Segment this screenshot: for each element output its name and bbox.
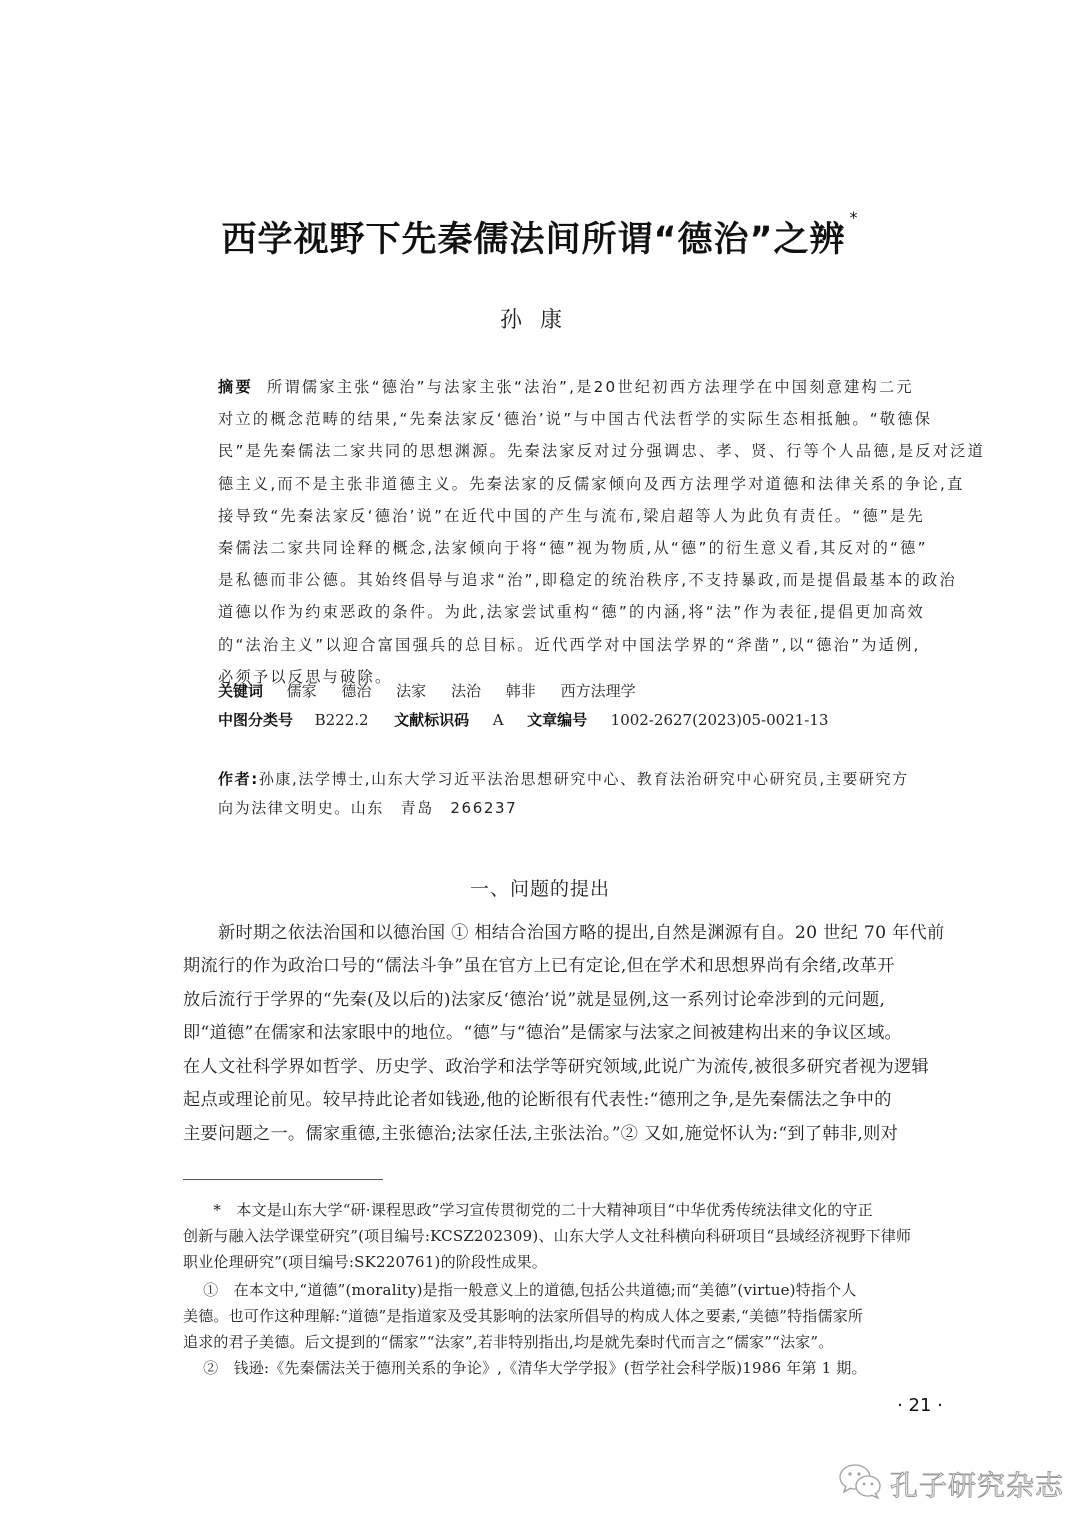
abstract-line: 接导致“先秦法家反‘德治’说”在近代中国的产生与流布,梁启超等人为此负有责任。“德”是先 — [218, 507, 925, 525]
abstract-line — [218, 376, 914, 397]
article-no-label: 文章编号 — [527, 711, 588, 729]
author-info-label: 作者: — [218, 770, 259, 788]
footnote-line: 追求的君子美德。后文提到的“儒家”“法家”,若非特别指出,均是就先秦时代而言之“儒家”“法家”。 — [183, 1333, 834, 1351]
abstract-line: 必须予以反思与破除。 — [218, 668, 393, 686]
body-line: 在人文社科学界如哲学、历史学、政治学和法学等研究领域,此说广为流传,被很多研究者视为逻辑 — [183, 1057, 930, 1077]
abstract-line: 对立的概念范畴的结果,“先秦法家反‘德治’说”与中国古代法哲学的实际生态相抵触。“敬德保 — [218, 410, 933, 428]
section-heading: 一、问题的提出 — [469, 878, 610, 900]
clc-value: B222.2 — [314, 711, 369, 729]
author-name: 孙康 — [499, 308, 580, 333]
abstract-line: 道德以作为约束恶政的条件。为此,法家尝试重构“德”的内涵,将“法”作为表征,提倡更加高效 — [218, 603, 925, 621]
watermark-text: 孔子研究杂志 — [890, 1468, 1065, 1502]
author-info-line: 向为法律文明史。山东 青岛 266237 — [218, 799, 518, 817]
classification — [218, 709, 828, 730]
footnote-line: 创新与融入法学课堂研究”(项目编号:KCSZ202309)、山东大学人文社科横向科研项目“县域经济视野下律师 — [183, 1227, 912, 1245]
title-text: 西学视野下先秦儒法间所谓“德治”之辨 — [221, 220, 846, 260]
body-line: 即“道德”在儒家和法家眼中的地位。“德”与“德治”是儒家与法家之间被建构出来的争议区域。 — [183, 1023, 903, 1043]
abstract-line: 的“法治主义”以迎合富国强兵的总目标。近代西学对中国法学界的“斧凿”,以“德治”为适例, — [218, 636, 921, 654]
wechat-icon — [838, 1462, 884, 1505]
footnote-line: 美德。也可作这种理解:“道德”是指道家及受其影响的法家所倡导的构成人体之要素,“美德”特指儒家所 — [183, 1307, 864, 1325]
keyword: 法治 — [450, 682, 481, 700]
footnote-line: * 本文是山东大学“研·课程思政”学习宣传贯彻党的二十大精神项目“中华优秀传统法律文化的守正 — [183, 1201, 873, 1219]
body-line: 起点或理论前见。较早持此论者如钱逊,他的论断很有代表性:“德刑之争,是先秦儒法之争中的 — [183, 1090, 892, 1110]
body-line: 主要问题之一。儒家重德,主张德治;法家任法,主张法治。”② 又如,施觉怀认为:“到了韩非,则对 — [183, 1124, 899, 1144]
keyword: 德治 — [341, 682, 372, 700]
article-title — [0, 208, 1080, 262]
title-footnote-mark: * — [849, 208, 859, 227]
footnote-line: ② 钱逊:《先秦儒法关于德刑关系的争论》,《清华大学学报》(哲学社会科学版)1986 年第 1 期。 — [183, 1359, 867, 1377]
body-line: 期流行的作为政治口号的“儒法斗争”虽在官方上已有定论,但在学术和思想界尚有余绪,改革开 — [183, 956, 895, 976]
abstract-line: 秦儒法二家共同诠释的概念,法家倾向于将“德”视为物质,从“德”的衍生意义看,其反对的“德” — [218, 539, 928, 557]
footnote-line: 职业伦理研究”(项目编号:SK220761)的阶段性成果。 — [183, 1253, 547, 1271]
abstract-line: 是私德而非公德。其始终倡导与追求“治”,即稳定的统治秩序,不支持暴政,而是提倡最基本的政治 — [218, 571, 957, 589]
keyword: 韩非 — [505, 682, 536, 700]
keywords — [218, 680, 636, 701]
clc-label: 中图分类号 — [218, 711, 294, 729]
abstract-line: 德主义,而不是主张非道德主义。先秦法家的反儒家倾向及西方法理学对道德和法律关系的争论,直 — [218, 475, 965, 493]
article-no-value: 1002-2627(2023)05-0021-13 — [610, 711, 829, 729]
keywords-label: 关键词 — [218, 682, 264, 700]
footnote-divider — [183, 1179, 383, 1180]
keyword: 法家 — [396, 682, 427, 700]
body-line: 放后流行于学界的“先秦(及以后的)法家反‘德治’说”就是显例,这一系列讨论牵涉到的元问题, — [183, 990, 886, 1010]
abstract-line: 民”是先秦儒法二家共同的思想渊源。先秦法家反对过分强调忠、孝、贤、行等个人品德,是反对泛道 — [218, 442, 986, 460]
doc-code-value: A — [492, 711, 504, 729]
watermark — [838, 1462, 1064, 1505]
keyword: 儒家 — [286, 682, 317, 700]
body-line: 新时期之依法治国和以德治国 ① 相结合治国方略的提出,自然是渊源有自。20 世纪 70 年代前 — [183, 923, 945, 943]
author-info-text: 孙康,法学博士,山东大学习近平法治思想研究中心、教育法治研究中心研究员,主要研究方 — [258, 770, 909, 788]
abstract-label: 摘要 — [218, 378, 253, 396]
doc-code-label: 文献标识码 — [394, 711, 470, 729]
keyword: 西方法理学 — [560, 682, 636, 700]
footnote-line: ① 在本文中,“道德”(morality)是指一般意义上的道德,包括公共道德;而“美德”(virtue)特指个人 — [183, 1281, 857, 1299]
abstract-text: 所谓儒家主张“德治”与法家主张“法治”,是20世纪初西方法理学在中国刻意建构二元 — [267, 378, 914, 396]
author-info — [218, 768, 909, 789]
page-number: · 21 · — [897, 1395, 943, 1416]
